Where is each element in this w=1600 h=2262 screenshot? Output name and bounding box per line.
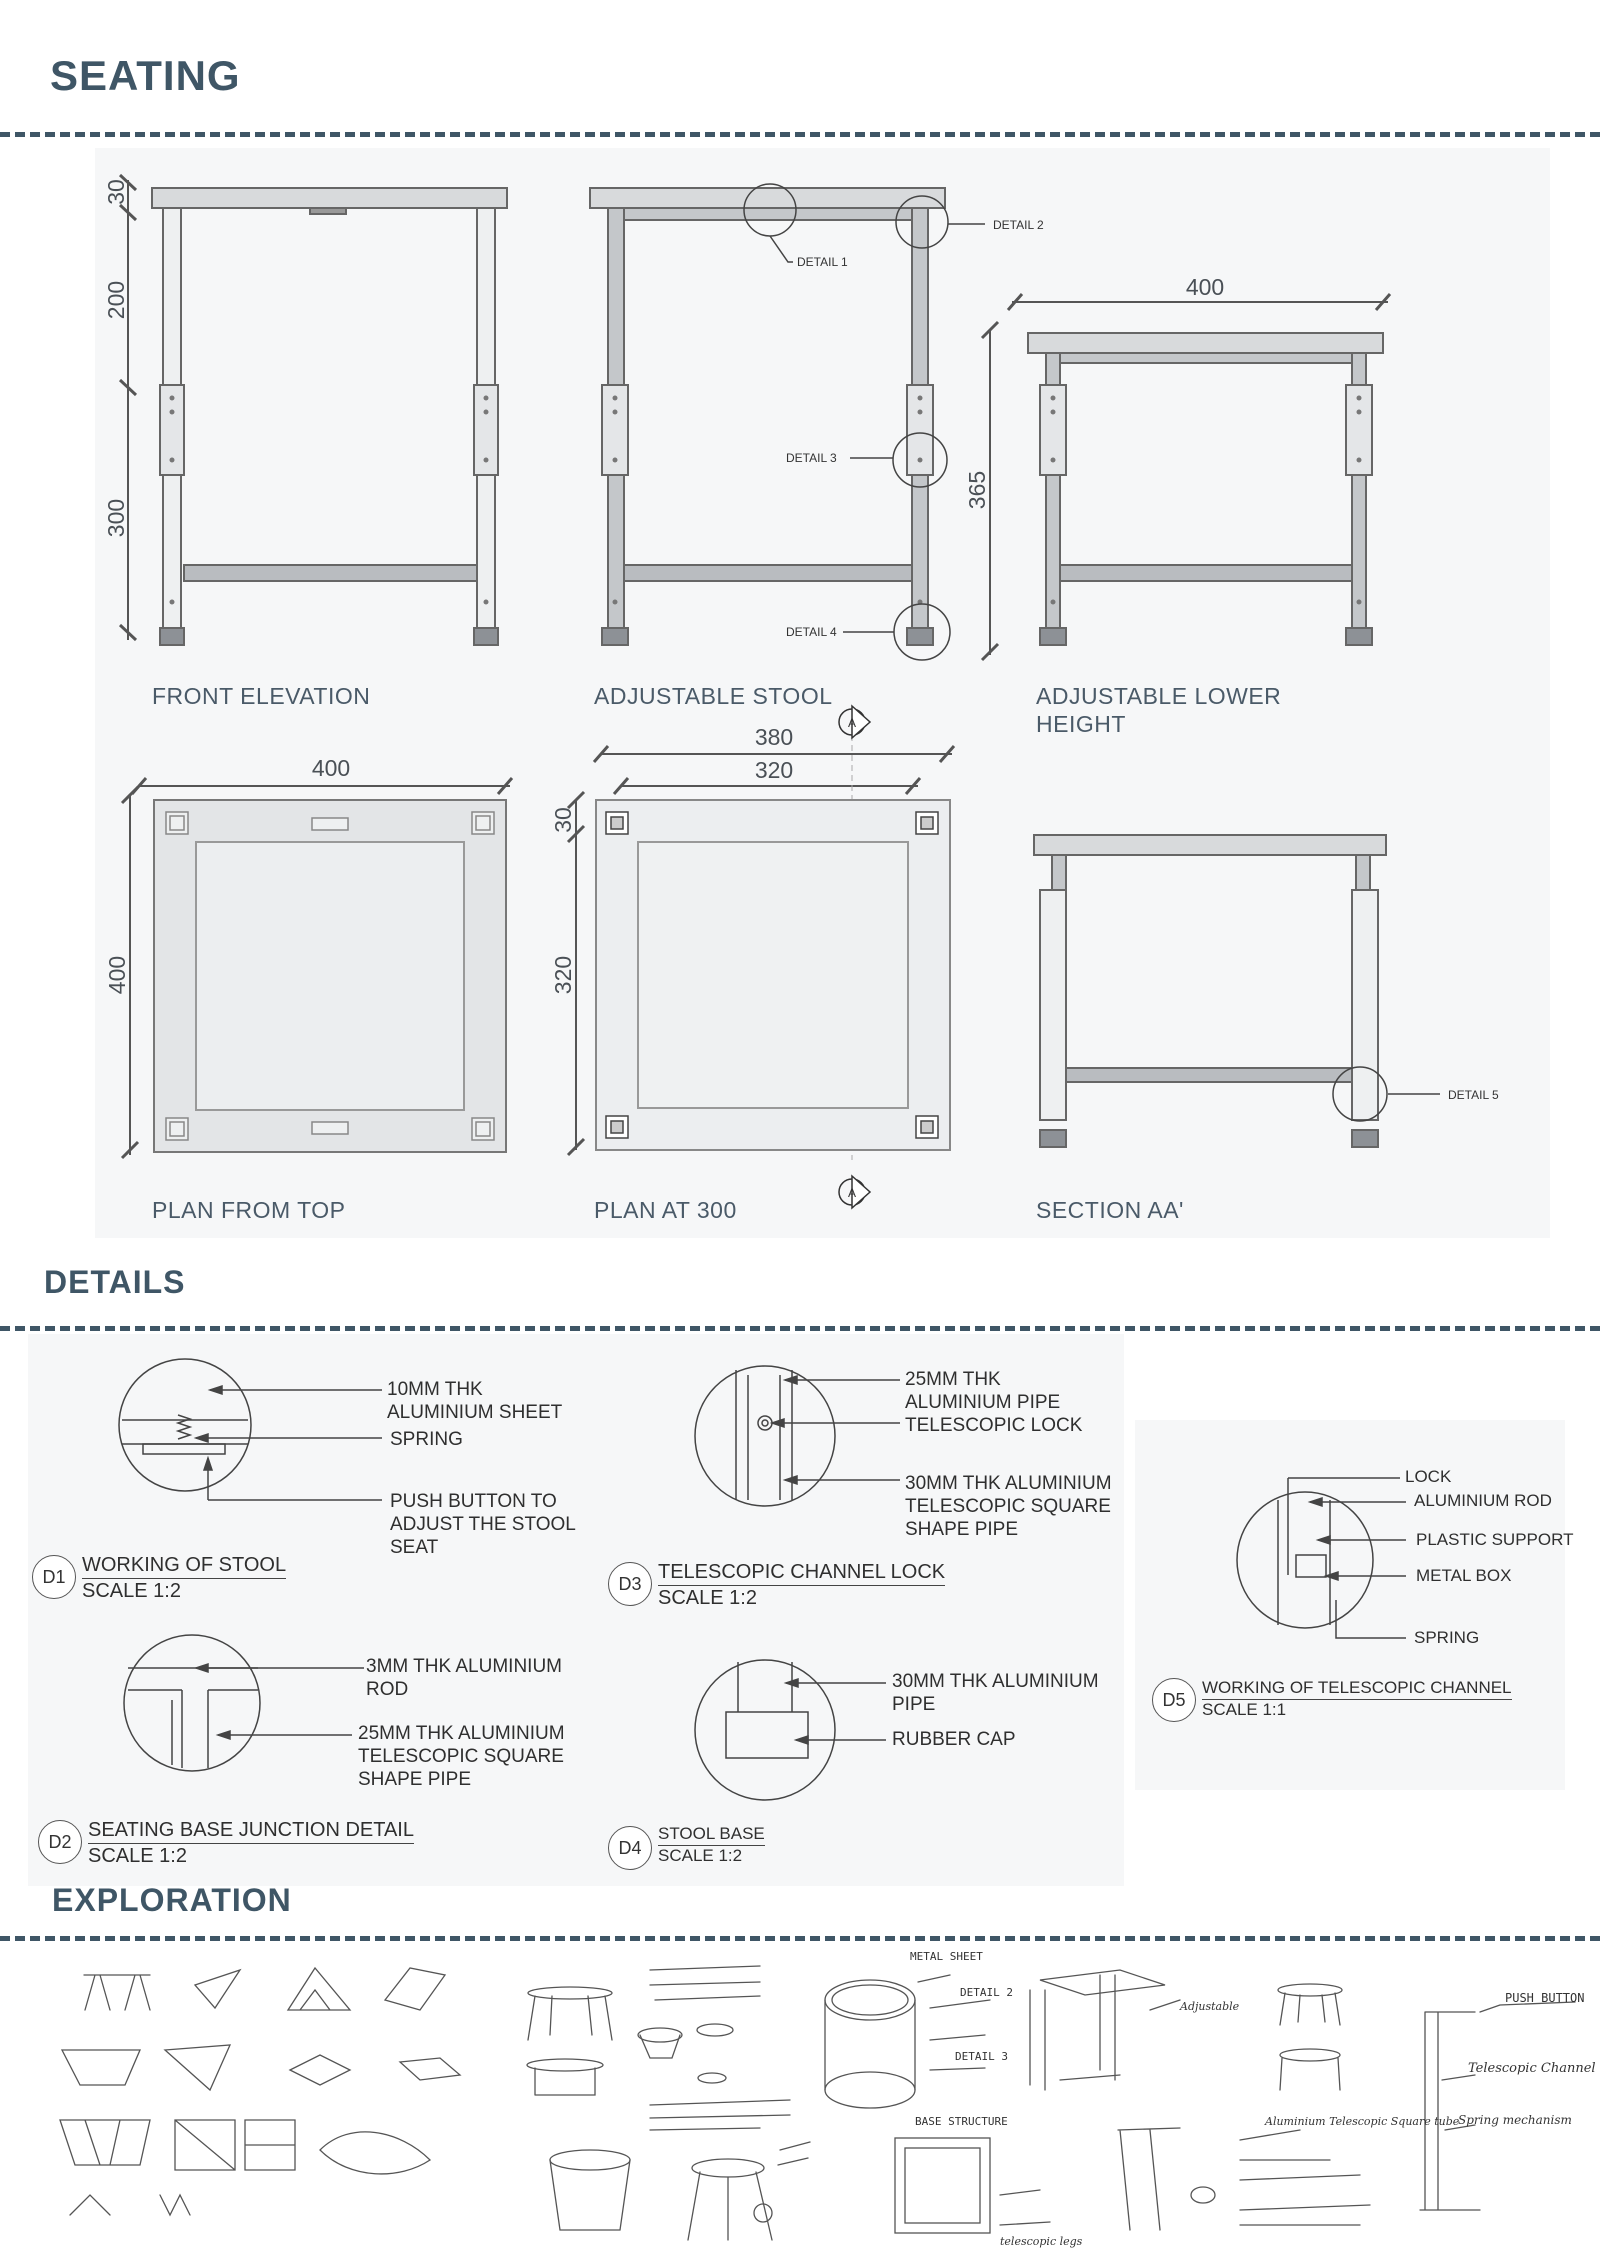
d5-scale-text: SCALE 1:1: [1202, 1700, 1287, 1719]
d5-note-aluminium-rod: ALUMINIUM ROD: [1414, 1491, 1552, 1510]
dim-30: 30: [103, 179, 129, 205]
detail-badge-d3: D3: [608, 1562, 652, 1606]
caption-plan-at-300: PLAN AT 300: [594, 1197, 737, 1223]
d3-title-text: TELESCOPIC CHANNEL LOCK: [658, 1560, 945, 1586]
section-title-details: DETAILS: [44, 1264, 186, 1300]
d1-note-push-button: PUSH BUTTON TO ADJUST THE STOOL SEAT: [390, 1491, 576, 1558]
caption-line-1: ADJUSTABLE LOWER: [1036, 683, 1282, 709]
dim-plan-depth: 400: [104, 955, 130, 995]
dim-380: 380: [754, 724, 794, 750]
caption-plan-from-top: PLAN FROM TOP: [152, 1197, 346, 1223]
d5-note-spring: SPRING: [1414, 1628, 1480, 1647]
dim-400-lower: 400: [1185, 274, 1225, 300]
sketch-note-detail-2: DETAIL 2: [960, 1986, 1013, 1999]
sketch-note-aluminium-tube: Aluminium Telescopic Square tube: [1265, 2115, 1460, 2128]
d3-scale-text: SCALE 1:2: [658, 1587, 757, 1609]
dim-320-width: 320: [754, 757, 794, 783]
dim-200: 200: [103, 280, 129, 320]
section-marker-bottom: A: [848, 1186, 857, 1200]
d2-note-telescopic-pipe: 25MM THK ALUMINIUM TELESCOPIC SQUARE SHAPE PIPE: [358, 1723, 565, 1790]
d2-scale-text: SCALE 1:2: [88, 1845, 187, 1867]
sketch-note-spring-mechanism: Spring mechanism: [1458, 2113, 1572, 2127]
sketch-note-detail-3: DETAIL 3: [955, 2050, 1008, 2063]
callout-detail-2: DETAIL 2: [993, 218, 1044, 232]
d4-note-aluminium-pipe: 30MM THK ALUMINIUM PIPE: [892, 1671, 1099, 1715]
dim-300: 300: [103, 498, 129, 538]
caption-line-2: HEIGHT: [1036, 711, 1126, 737]
caption-front-elevation: FRONT ELEVATION: [152, 683, 371, 709]
d4-scale-text: SCALE 1:2: [658, 1846, 743, 1865]
d4-note-rubber-cap: RUBBER CAP: [892, 1729, 1016, 1750]
callout-detail-1: DETAIL 1: [797, 255, 848, 269]
sketch-note-telescopic-channel: Telescopic Channel: [1468, 2061, 1596, 2076]
d2-title-text: SEATING BASE JUNCTION DETAIL: [88, 1818, 414, 1844]
sketch-note-base-structure: BASE STRUCTURE: [915, 2115, 1008, 2128]
caption-adjustable-stool: ADJUSTABLE STOOL: [594, 683, 833, 709]
d5-title-text: WORKING OF TELESCOPIC CHANNEL: [1202, 1678, 1512, 1700]
sketch-note-push-button: PUSH BUTTON: [1505, 1991, 1585, 2005]
sketch-note-metal-sheet: METAL SHEET: [910, 1950, 983, 1963]
d1-note-spring: SPRING: [390, 1429, 463, 1450]
callout-detail-3: DETAIL 3: [786, 451, 837, 465]
callout-detail-5: DETAIL 5: [1448, 1088, 1499, 1102]
d5-note-lock: LOCK: [1405, 1467, 1452, 1486]
d5-note-plastic-support: PLASTIC SUPPORT: [1416, 1530, 1574, 1549]
d4-title-text: STOOL BASE: [658, 1824, 765, 1846]
dim-365: 365: [964, 470, 990, 510]
d3-note-square-pipe: 30MM THK ALUMINIUM TELESCOPIC SQUARE SHAPE PIPE: [905, 1473, 1112, 1540]
section-marker-top: A: [848, 716, 857, 730]
caption-section-aa: SECTION AA': [1036, 1197, 1184, 1223]
dim-30-plan: 30: [550, 807, 576, 833]
sketch-note-telescopic-legs: telescopic legs: [1000, 2235, 1083, 2248]
detail-badge-d1: D1: [32, 1555, 76, 1599]
d5-note-metal-box: METAL BOX: [1416, 1566, 1512, 1585]
d1-title-text: WORKING OF STOOL: [82, 1553, 286, 1579]
detail-badge-d2: D2: [38, 1820, 82, 1864]
d2-note-aluminium-rod: 3MM THK ALUMINIUM ROD: [366, 1656, 563, 1700]
sketch-note-adjustable: Adjustable: [1180, 2000, 1240, 2013]
d1-note-aluminium-sheet: 10MM THK ALUMINIUM SHEET: [387, 1379, 563, 1423]
callout-detail-4: DETAIL 4: [786, 625, 837, 639]
section-title-exploration: EXPLORATION: [52, 1882, 292, 1918]
detail-badge-d5: D5: [1152, 1678, 1196, 1722]
dim-plan-width: 400: [311, 755, 351, 781]
d3-note-aluminium-pipe: 25MM THK ALUMINIUM PIPE TELESCOPIC LOCK: [905, 1369, 1083, 1436]
dim-320-depth: 320: [550, 955, 576, 995]
section-title-seating: SEATING: [50, 52, 241, 99]
detail-badge-d4: D4: [608, 1826, 652, 1870]
d1-scale-text: SCALE 1:2: [82, 1580, 181, 1602]
